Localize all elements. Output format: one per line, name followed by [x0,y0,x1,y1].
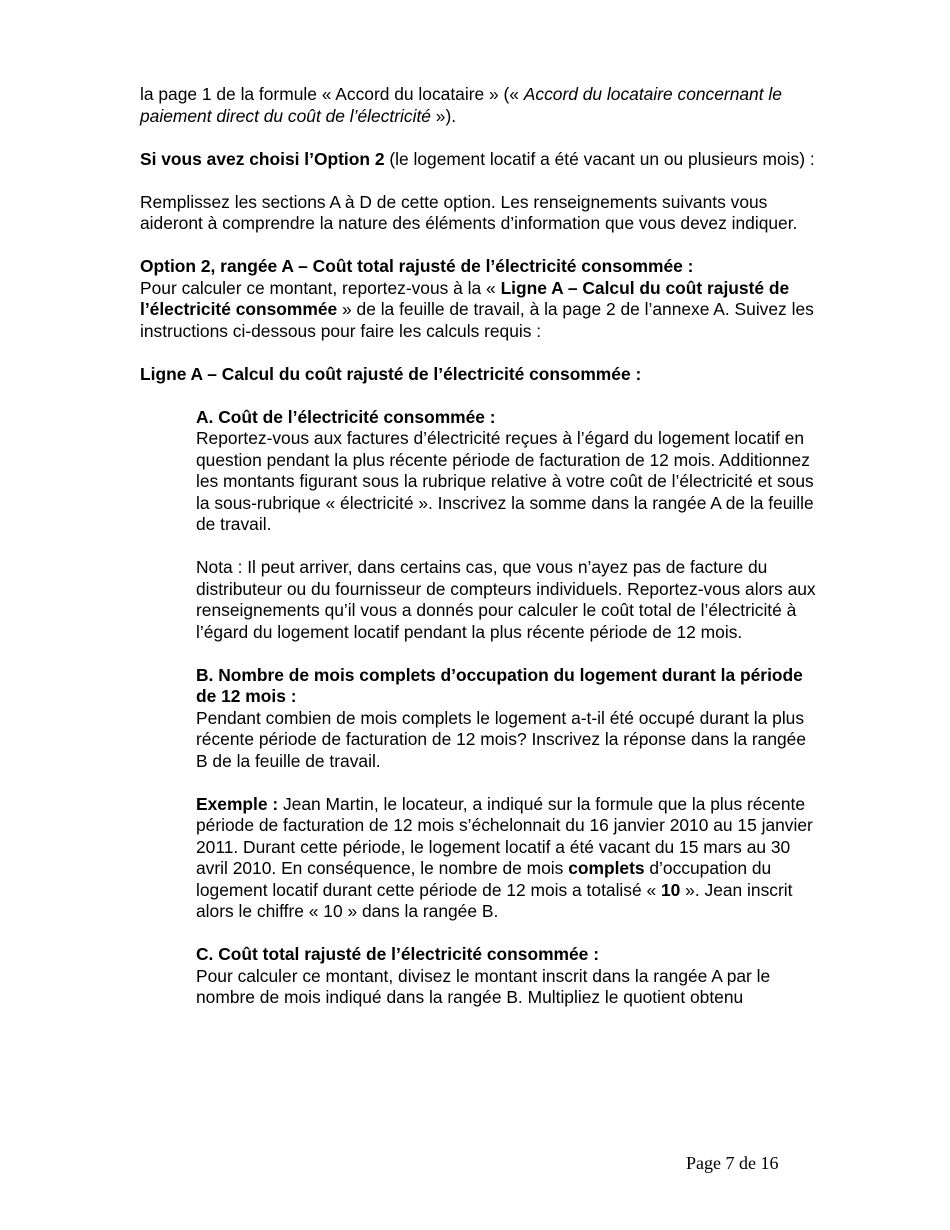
intro-paragraph [140,84,820,127]
rowA-text-bold: Ligne A – Calcul du coût rajusté de l’électricité consommée [140,277,790,319]
option2-heading-rest: (le logement locatif a été vacant un ou plusieurs mois) : [384,148,815,169]
section-A-text: Reportez-vous aux factures d’électricité reçues à l’égard du logement locatif en question pendant la plus récente période de facturation de 12 mois. Additionnez les montants figurant sous la rubrique relative à votre coût de l’électricité et sous la sous-rubrique « électricité ». Inscrivez la somme dans la rangée A de la feuille de travail. [196,428,814,534]
example-label: Exemple : [196,793,279,814]
section-B-title-text: B. Nombre de mois complets d’occupation du logement durant la période de 12 mois : [196,664,803,706]
section-C-title [196,944,820,966]
option2-heading [140,149,820,171]
example-text-2: d’occupation du logement locatif durant cette période de 12 mois a totalisé « [196,858,772,900]
rowA-text-2: » de la feuille de travail, à la page 2 de l’annexe A. Suivez les instructions ci-dessous pour faire les calculs requis : [140,299,814,341]
ligneA-title [140,364,820,386]
section-C-text: Pour calculer ce montant, divisez le montant inscrit dans la rangée A par le nombre de mois indiqué dans la rangée B. Multipliez le quotient obtenu [196,965,771,1007]
form-title-italic: Accord du locataire concernant le paiement direct du coût de l’électricité [140,84,782,126]
document-page [140,84,820,1009]
ligneA-sections [196,407,820,1009]
example-text-1: Jean Martin, le locateur, a indiqué sur la formule que la plus récente période de facturation de 12 mois s’échelonnait du 16 janvier 2010 au 15 janvier 2011. Durant cette période, le logement locatif a été vacant du 15 mars au 30 avril 2010. En conséquence, le nombre de mois [196,793,813,878]
section-A-title [196,407,820,429]
example-bold-1: complets [568,858,645,878]
example-text-3: ». Jean inscrit alors le chiffre « 10 » dans la rangée B. [196,879,793,921]
ligneA-title-text: Ligne A – Calcul du coût rajusté de l’électricité consommée : [140,363,642,384]
option2-instructions: Remplissez les sections A à D de cette option. Les renseignements suivants vous aideront à comprendre la nature des éléments d’information que vous devez indiquer. [140,191,798,233]
section-B-title [196,665,820,708]
intro-text-end: »). [430,105,457,126]
rowA-paragraph [140,278,820,343]
section-B-text: Pendant combien de mois complets le logement a-t-il été occupé durant la plus récente période de facturation de 12 mois? Inscrivez la réponse dans la rangée B de la feuille de travail. [196,707,807,771]
page-number: Page 7 de 16 [686,1153,779,1173]
option2-heading-bold: Si vous avez choisi l’Option 2 [140,148,385,169]
example-bold-2: 10 [661,879,681,900]
section-A-title-text: A. Coût de l’électricité consommée : [196,406,496,427]
rowA-title [140,256,820,278]
rowA-text-1: Pour calculer ce montant, reportez-vous à la « [140,277,501,298]
rowA-title-text: Option 2, rangée A – Coût total rajusté de l’électricité consommée : [140,256,694,276]
intro-text: la page 1 de la formule « Accord du locataire » (« [140,84,524,104]
section-C-title-text: C. Coût total rajusté de l’électricité consommée : [196,944,599,964]
nota-paragraph: Nota : Il peut arriver, dans certains cas, que vous n’ayez pas de facture du distributeur ou du fournisseur de compteurs individuels. Reportez-vous alors aux renseignements qu’il vous a donnés pour calculer le coût total de l’électricité à l’égard du logement locatif pendant la plus récente période de 12 mois. [196,557,816,642]
example-paragraph [196,794,820,923]
